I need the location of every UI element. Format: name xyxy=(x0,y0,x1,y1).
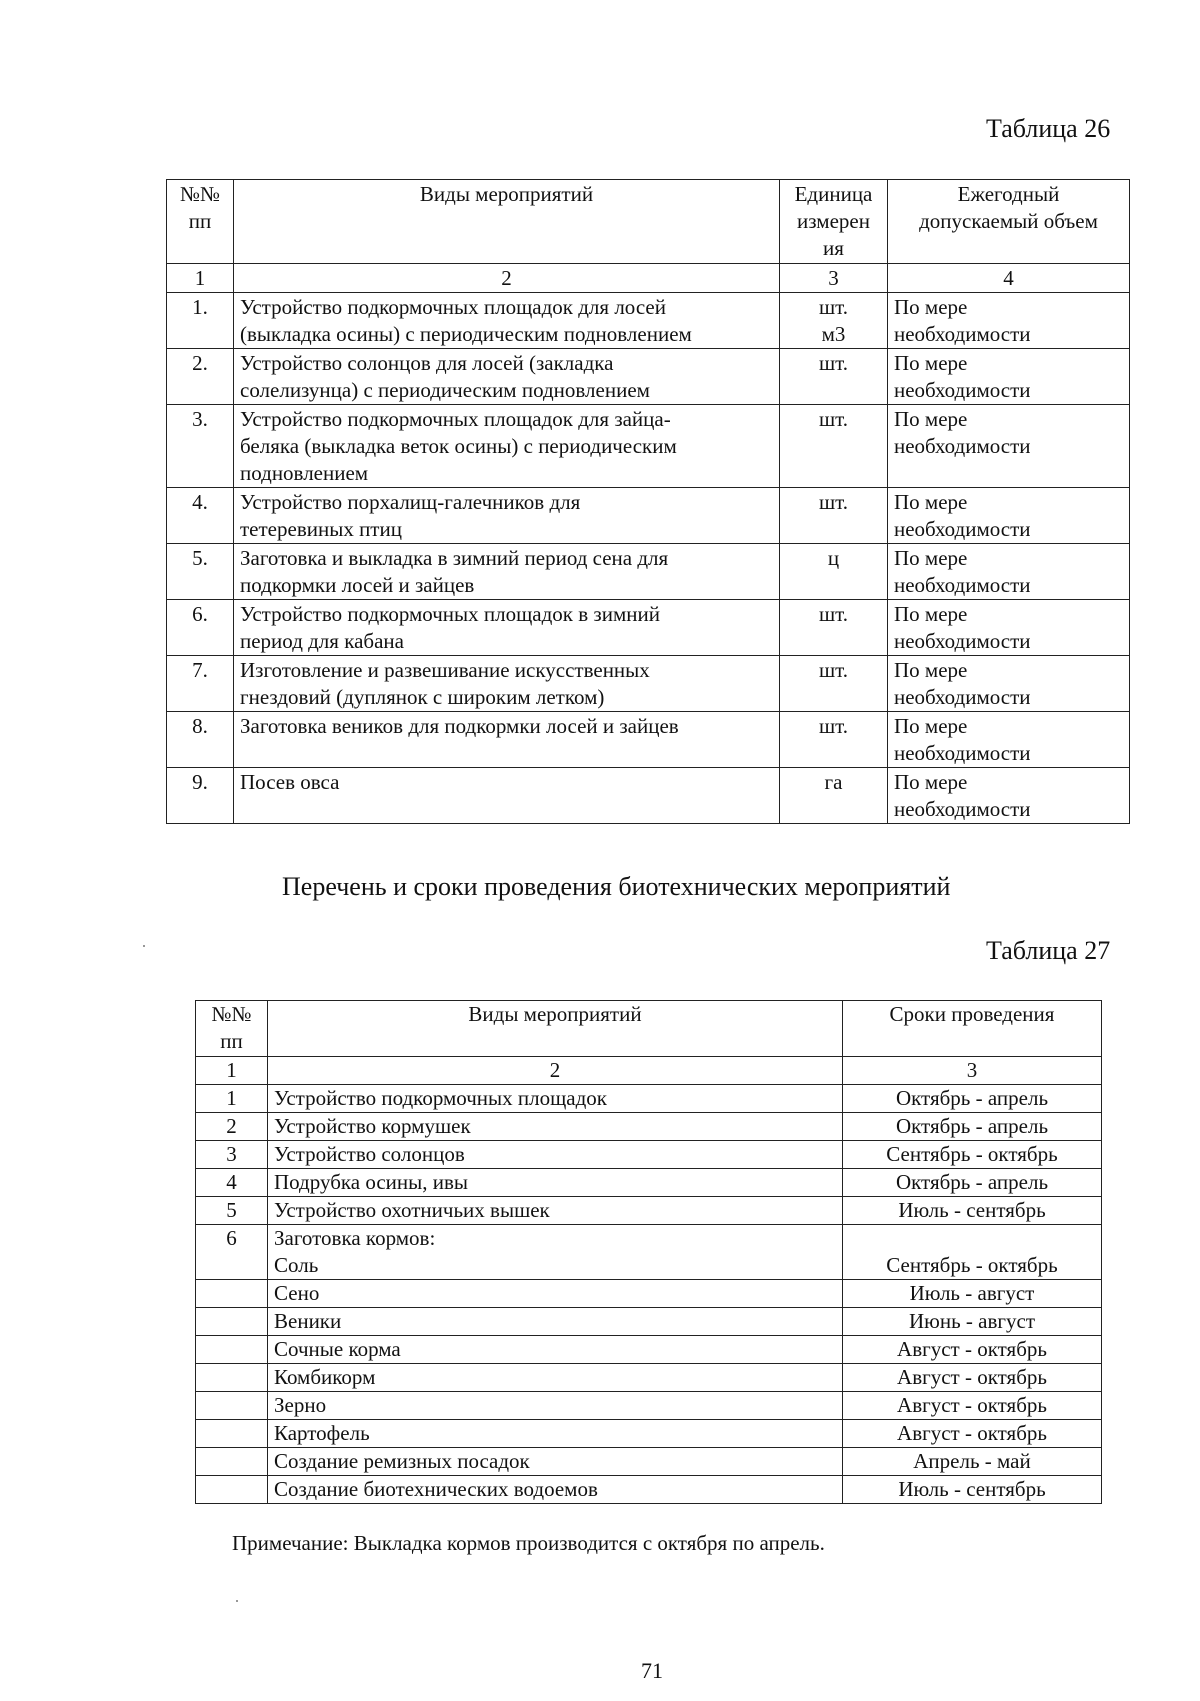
row-num: 7. xyxy=(167,656,234,712)
t26-colnum: 4 xyxy=(888,264,1130,293)
table-row xyxy=(196,1197,1102,1225)
row-volume: По мере необходимости xyxy=(888,405,1130,488)
t26-header-num: №№ пп xyxy=(167,180,234,264)
table-row xyxy=(167,293,1130,349)
t27-colnum: 3 xyxy=(843,1057,1102,1085)
table-row xyxy=(167,405,1130,488)
t26-header-activity: Виды мероприятий xyxy=(234,180,780,264)
row-num-empty xyxy=(196,1280,268,1308)
table-row xyxy=(196,1364,1102,1392)
feed-item-salt: Соль xyxy=(274,1253,319,1277)
table-row xyxy=(196,1308,1102,1336)
row-activity: Посев овса xyxy=(234,768,780,824)
row-period: Август - октябрь xyxy=(843,1392,1102,1420)
row-activity: Устройство солонцов для лосей (закладка солелизунца) с периодическим подновлением xyxy=(234,349,780,405)
row-unit: га xyxy=(780,768,888,824)
row-unit: шт. xyxy=(780,488,888,544)
row-activity: Изготовление и развешивание искусственных гнездовий (дуплянок с широким летком) xyxy=(234,656,780,712)
row-num: 3. xyxy=(167,405,234,488)
row-period: Сентябрь - октябрь xyxy=(843,1225,1102,1280)
row-unit: шт. xyxy=(780,600,888,656)
row-volume: По мере необходимости xyxy=(888,544,1130,600)
scan-speck xyxy=(143,945,145,947)
t27-header-period: Сроки проведения xyxy=(843,1001,1102,1057)
row-period: Октябрь - апрель xyxy=(843,1113,1102,1141)
table-row xyxy=(167,349,1130,405)
table-row xyxy=(167,600,1130,656)
table-row xyxy=(167,768,1130,824)
table27 xyxy=(195,1000,1102,1504)
table-row xyxy=(196,1169,1102,1197)
table-row-feed-group xyxy=(196,1225,1102,1280)
scan-speck xyxy=(236,1600,238,1602)
row-num-empty xyxy=(196,1420,268,1448)
t26-colnum: 2 xyxy=(234,264,780,293)
row-volume: По мере необходимости xyxy=(888,349,1130,405)
t27-header-activity: Виды мероприятий xyxy=(268,1001,843,1057)
row-num: 4. xyxy=(167,488,234,544)
table-row xyxy=(196,1280,1102,1308)
t27-colnum: 1 xyxy=(196,1057,268,1085)
t27-header-num: №№ пп xyxy=(196,1001,268,1057)
row-volume: По мере необходимости xyxy=(888,488,1130,544)
row-activity: Заготовка и выкладка в зимний период сена для подкормки лосей и зайцев xyxy=(234,544,780,600)
table26-caption: Таблица 26 xyxy=(986,114,1111,143)
row-activity: Устройство подкормочных площадок для зайца- беляка (выкладка веток осины) с периодическим подновлением xyxy=(234,405,780,488)
row-num-empty xyxy=(196,1476,268,1504)
row-period: Июль - август xyxy=(843,1280,1102,1308)
row-activity: Устройство подкормочных площадок xyxy=(268,1085,843,1113)
row-num: 5. xyxy=(167,544,234,600)
row-activity xyxy=(268,1225,843,1280)
t26-colnum: 1 xyxy=(167,264,234,293)
row-unit: шт. xyxy=(780,712,888,768)
table-row xyxy=(196,1476,1102,1504)
row-num: 6 xyxy=(196,1225,268,1280)
row-num: 3 xyxy=(196,1141,268,1169)
table-row xyxy=(167,656,1130,712)
row-num: 1. xyxy=(167,293,234,349)
row-period: Август - октябрь xyxy=(843,1336,1102,1364)
row-num: 1 xyxy=(196,1085,268,1113)
table-row xyxy=(196,1336,1102,1364)
table-row xyxy=(196,1113,1102,1141)
table-row xyxy=(167,544,1130,600)
row-num-empty xyxy=(196,1448,268,1476)
row-period: Октябрь - апрель xyxy=(843,1169,1102,1197)
row-num: 2 xyxy=(196,1113,268,1141)
row-activity: Подрубка осины, ивы xyxy=(268,1169,843,1197)
row-activity: Зерно xyxy=(268,1392,843,1420)
row-num-empty xyxy=(196,1392,268,1420)
table-row xyxy=(167,712,1130,768)
row-activity: Сено xyxy=(268,1280,843,1308)
row-period: Июль - сентябрь xyxy=(843,1197,1102,1225)
row-unit: шт. м3 xyxy=(780,293,888,349)
table-row xyxy=(196,1448,1102,1476)
row-activity: Комбикорм xyxy=(268,1364,843,1392)
row-activity: Веники xyxy=(268,1308,843,1336)
row-num-empty xyxy=(196,1364,268,1392)
row-unit: ц xyxy=(780,544,888,600)
row-num: 4 xyxy=(196,1169,268,1197)
row-activity: Сочные корма xyxy=(268,1336,843,1364)
row-unit: шт. xyxy=(780,656,888,712)
table27-note: Примечание: Выкладка кормов производится с октября по апрель. xyxy=(232,1531,825,1555)
table-row xyxy=(196,1392,1102,1420)
row-activity: Заготовка веников для подкормки лосей и зайцев xyxy=(234,712,780,768)
row-volume: По мере необходимости xyxy=(888,768,1130,824)
row-activity: Устройство охотничьих вышек xyxy=(268,1197,843,1225)
row-period: Август - октябрь xyxy=(843,1364,1102,1392)
feed-group-title: Заготовка кормов: xyxy=(274,1226,436,1250)
row-unit: шт. xyxy=(780,349,888,405)
row-num: 8. xyxy=(167,712,234,768)
row-num-empty xyxy=(196,1308,268,1336)
table-row xyxy=(196,1141,1102,1169)
t26-header-unit: Единица измерен ия xyxy=(780,180,888,264)
row-activity: Картофель xyxy=(268,1420,843,1448)
page-number: 71 xyxy=(641,1658,663,1683)
row-volume: По мере необходимости xyxy=(888,600,1130,656)
row-activity: Устройство солонцов xyxy=(268,1141,843,1169)
table27-caption: Таблица 27 xyxy=(986,936,1111,965)
row-activity: Создание биотехнических водоемов xyxy=(268,1476,843,1504)
row-activity: Устройство подкормочных площадок в зимний период для кабана xyxy=(234,600,780,656)
row-period: Октябрь - апрель xyxy=(843,1085,1102,1113)
row-activity: Устройство подкормочных площадок для лосей (выкладка осины) с периодическим подновлением xyxy=(234,293,780,349)
table-row xyxy=(196,1085,1102,1113)
table26 xyxy=(166,179,1130,824)
row-volume: По мере необходимости xyxy=(888,293,1130,349)
row-num-empty xyxy=(196,1336,268,1364)
row-period: Апрель - май xyxy=(843,1448,1102,1476)
row-num: 6. xyxy=(167,600,234,656)
row-unit: шт. xyxy=(780,405,888,488)
row-activity: Создание ремизных посадок xyxy=(268,1448,843,1476)
t26-colnum: 3 xyxy=(780,264,888,293)
row-num: 9. xyxy=(167,768,234,824)
row-period: Июнь - август xyxy=(843,1308,1102,1336)
section-title: Перечень и сроки проведения биотехнических мероприятий xyxy=(282,872,951,901)
row-period: Август - октябрь xyxy=(843,1420,1102,1448)
row-volume: По мере необходимости xyxy=(888,712,1130,768)
table-row xyxy=(196,1420,1102,1448)
row-activity: Устройство порхалищ-галечников для тетеревиных птиц xyxy=(234,488,780,544)
t27-colnum: 2 xyxy=(268,1057,843,1085)
row-activity: Устройство кормушек xyxy=(268,1113,843,1141)
row-period: Сентябрь - октябрь xyxy=(843,1141,1102,1169)
row-volume: По мере необходимости xyxy=(888,656,1130,712)
row-num: 5 xyxy=(196,1197,268,1225)
row-period: Июль - сентябрь xyxy=(843,1476,1102,1504)
table-row xyxy=(167,488,1130,544)
t26-header-volume: Ежегодный допускаемый объем xyxy=(888,180,1130,264)
row-num: 2. xyxy=(167,349,234,405)
